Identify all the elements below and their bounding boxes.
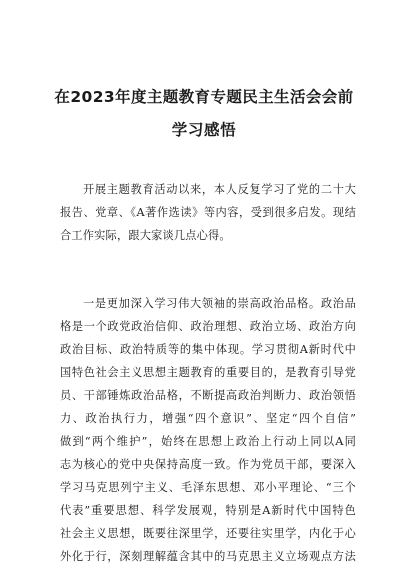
intro-line: 开展主题教育活动以来，本人反复学习了党的二十大 [83, 183, 356, 196]
intro-paragraph [60, 178, 356, 247]
body-line: 国特色社会主义思想主题教育的重要目的，是教育引导党 [60, 366, 356, 379]
body-line: 外化于行，深刻理解蕴含其中的马克思主义立场观点方法 [60, 550, 356, 563]
body-line: 学习马克思列宁主义、毛泽东思想、邓小平理论、“三个 [60, 481, 356, 494]
body-line: 志为核心的党中央保持高度一致。作为党员干部，要深入 [60, 458, 356, 471]
intro-line: 报告、党章、《A著作选读》等内容，受到很多启发。现结 [60, 206, 356, 219]
body-line: 社会主义思想，既要往深里学，还要往实里学，内化于心 [60, 527, 356, 540]
body-line: 政治目标、政治特质等的集中体现。学习贯彻A新时代中 [60, 343, 356, 356]
intro-line: 合工作实际，跟大家谈几点心得。 [60, 229, 231, 242]
body-line: 力、政治执行力，增强“四个意识”、坚定“四个自信” [60, 412, 356, 425]
body-line: 代表”重要思想、科学发展观，特别是A新时代中国特色 [60, 504, 356, 517]
document-title-line-1: 在2023年度主题教育专题民主生活会会前 [54, 88, 354, 106]
body-paragraph [60, 292, 356, 568]
body-line: 一是更加深入学习伟大领袖的崇高政治品格。政治品 [83, 297, 356, 310]
body-line: 员、干部锤炼政治品格，不断提高政治判断力、政治领悟 [60, 389, 356, 402]
body-line: 格是一个政党政治信仰、政治理想、政治立场、政治方向 [60, 320, 356, 333]
body-line: 做到“两个维护”，始终在思想上政治上行动上同以A同 [60, 435, 356, 448]
document-title-line-2: 学习感悟 [171, 121, 237, 139]
